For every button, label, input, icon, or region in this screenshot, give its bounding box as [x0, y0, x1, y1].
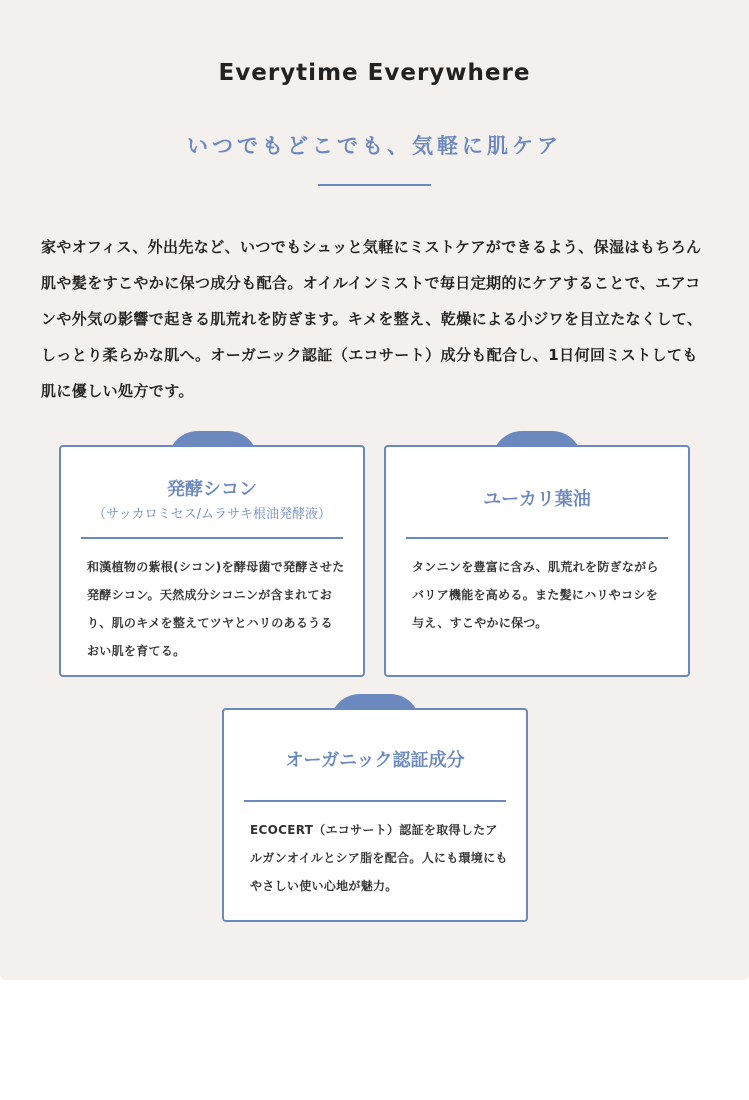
card-body: タンニンを豊富に含み、肌荒れを防ぎながらバリア機能を高める。また髪にハリやコシを与え、すこやかに保つ。: [412, 560, 659, 630]
section-subtitle: いつでもどこでも、気軽に肌ケア: [187, 134, 562, 158]
card-title: ユーカリ葉油: [483, 489, 591, 510]
title-divider: [318, 184, 431, 186]
card-body: ECOCERT（エコサート）認証を取得したアルガンオイルとシア脂を配合。人にも環境にもやさしい使い心地が魅力。: [250, 823, 508, 893]
intro-paragraph: 家やオフィス、外出先など、いつでもシュッと気軽にミストケアができるよう、保湿はもちろん肌や髪をすこやかに保つ成分も配合。オイルインミストで毎日定期的にケアすることで、エアコンや外気の影響で起きる肌荒れを防ぎます。キメを整え、乾燥による小ジワを目立たなくして、しっとり柔らかな肌へ。オーガニック認証（エコサート）成分も配合し、1日何回ミストしても肌に優しい処方です。: [41, 238, 703, 400]
card-body: 和漢植物の紫根(シコン)を酵母菌で発酵させた発酵シコン。天然成分シコニンが含まれており、肌のキメを整えてツヤとハリのあるうるおい肌を育てる。: [87, 560, 345, 658]
card-title: 発酵シコン: [167, 479, 257, 500]
card-divider: [406, 537, 668, 539]
ingredient-card-shikon: [59, 445, 365, 677]
card-divider: [244, 800, 506, 802]
card-title: オーガニック認証成分: [285, 750, 465, 771]
ingredient-card-eucalyptus: [384, 445, 690, 677]
section-title: Everytime Everywhere: [218, 60, 531, 86]
ingredient-card-organic: [222, 708, 528, 922]
card-subtitle: （サッカロミセス/ムラサキ根油発酵液）: [92, 507, 332, 522]
card-divider: [81, 537, 343, 539]
